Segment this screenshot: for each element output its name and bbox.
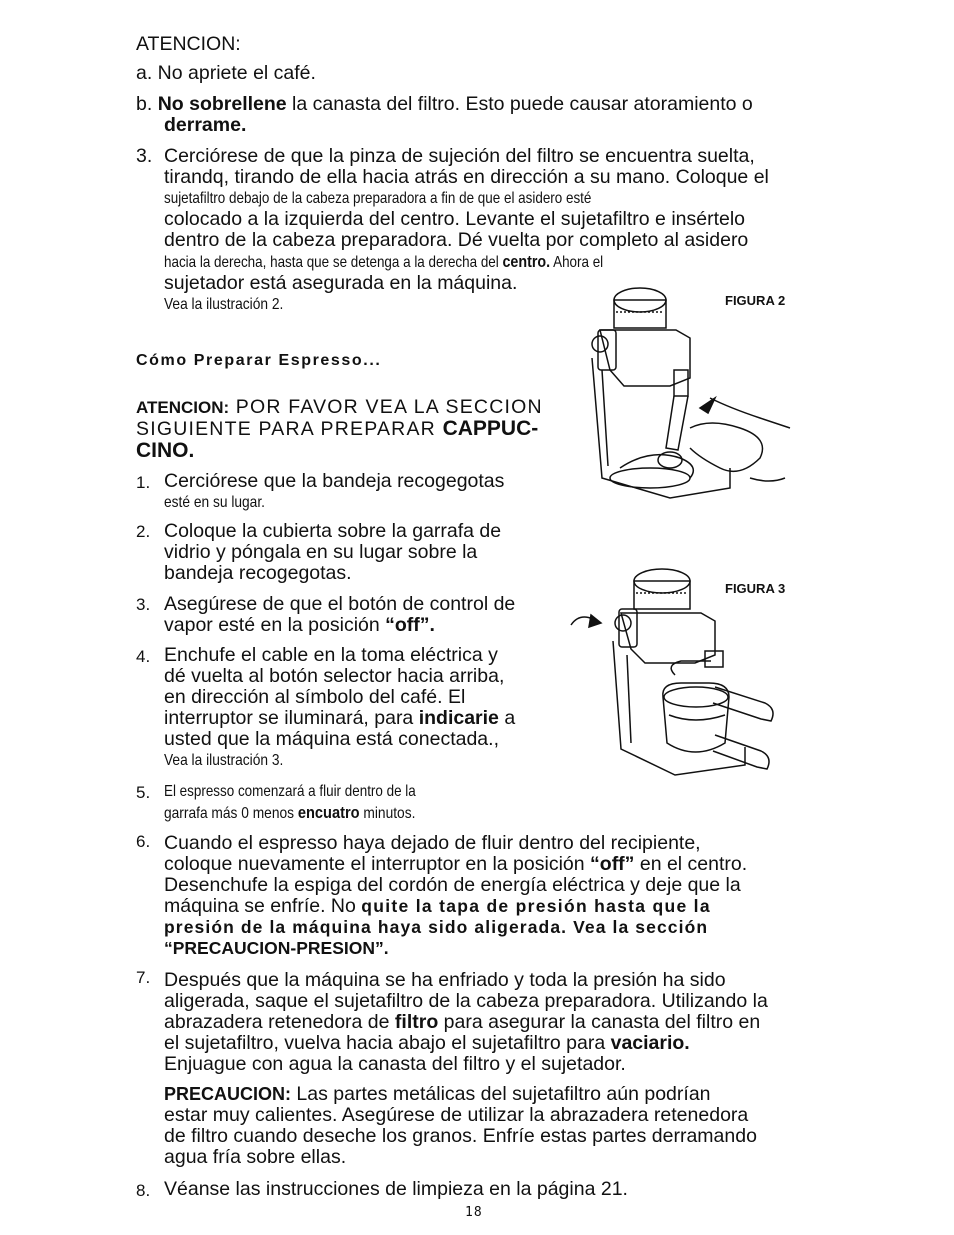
step4-text: Enchufe el cable en la toma eléctrica y dé vuelta al botón selector hacia arriba, en dirección al símbolo del café. El interruptor se iluminará, para indicarie a usted que la máquina está conectada., Vea la ilustración 3. bbox=[164, 644, 516, 769]
step3b-marker: 3. bbox=[136, 595, 151, 614]
figure3-espresso-machine-illustration bbox=[565, 565, 785, 790]
figure2-label: FIGURA 2 bbox=[725, 293, 786, 308]
item-a: a. No apriete el café. bbox=[136, 62, 316, 84]
step8-marker: 8. bbox=[136, 1181, 151, 1200]
step8-text: Véanse las instrucciones de limpieza en la página 21. bbox=[164, 1178, 628, 1200]
figure2-espresso-machine-illustration bbox=[580, 278, 800, 508]
step1-text: Cerciórese que la bandeja recogegotas esté en su lugar. bbox=[164, 470, 505, 511]
step5-marker: 5. bbox=[136, 783, 151, 802]
atencion-cappuccino-note: ATENCION: POR FAVOR VEA LA SECCION SIGUIENTE PARA PREPARAR CAPPUC- CINO. bbox=[136, 396, 543, 462]
step3-marker: 3. bbox=[136, 145, 153, 167]
step6-marker: 6. bbox=[136, 832, 151, 851]
step7-text: Después que la máquina se ha enfriado y toda la presión ha sido aligerada, saque el sujetafiltro de la cabeza preparadora. Utilizando la abrazadera retenedora de filtro para asegurar la canasta del filtro en el sujetafiltro, vuelva hacia abajo el sujetafiltro para vaciario. Enjuague con agua la canasta del filtro y el sujetador. bbox=[164, 969, 768, 1075]
item-b: b. No sobrellene la canasta del filtro. Esto puede causar atoramiento o derrame. bbox=[136, 93, 753, 136]
step7-marker: 7. bbox=[136, 968, 151, 987]
figure3-label: FIGURA 3 bbox=[725, 581, 786, 596]
precaucion-note: PRECAUCION: Las partes metálicas del sujetafiltro aún podrían estar muy calientes. Asegúrese de utilizar la abrazadera retenedora de filtro cuando deseche los granos. Enfríe estas partes derramando agua fría sobre ellas. bbox=[164, 1083, 757, 1168]
step6-text: Cuando el espresso haya dejado de fluir dentro del recipiente, coloque nuevamente el interruptor en la posición “off” en el centro. Desenchufe la espiga del cordón de energía eléctrica y deje que la máquina se enfríe. No quite la tapa de presión hasta que la presión de la máquina haya sido aligerada. Vea la sección “PRECAUCION-PRESION”. bbox=[164, 832, 748, 958]
step5-text: El espresso comenzará a fluir dentro de la garrafa más 0 menos encuatro minutos. bbox=[164, 783, 416, 822]
step1-marker: 1. bbox=[136, 473, 151, 492]
step3b-text: Asegúrese de que el botón de control de vapor esté en la posición “off”. bbox=[164, 593, 516, 636]
section-heading: Cómo Preparar Espresso... bbox=[136, 352, 382, 369]
atencion-title: ATENCION: bbox=[136, 33, 241, 55]
step2-marker: 2. bbox=[136, 522, 151, 541]
step2-text: Coloque la cubierta sobre la garrafa de vidrio y póngala en su lugar sobre la bandeja recogegotas. bbox=[164, 520, 502, 584]
step4-marker: 4. bbox=[136, 647, 151, 666]
step3-text: Cerciórese de que la pinza de sujeción del filtro se encuentra suelta, tirandq, tirando de ella hacia atrás en dirección a su mano. Coloque el sujetafiltro debajo de la cabeza preparadora a fin de que el asidero esté colocado a la izquierda del centro. Levante el sujetafiltro e insértelo dentro de la cabeza preparadora. Dé vuelta por completo al asidero hacia la derecha, hasta que se detenga a la derecha del centro. Ahora el sujetador está asegurada en la máquina. Vea la ilustración 2. bbox=[164, 145, 769, 313]
page-number: 18 bbox=[465, 1205, 483, 1220]
